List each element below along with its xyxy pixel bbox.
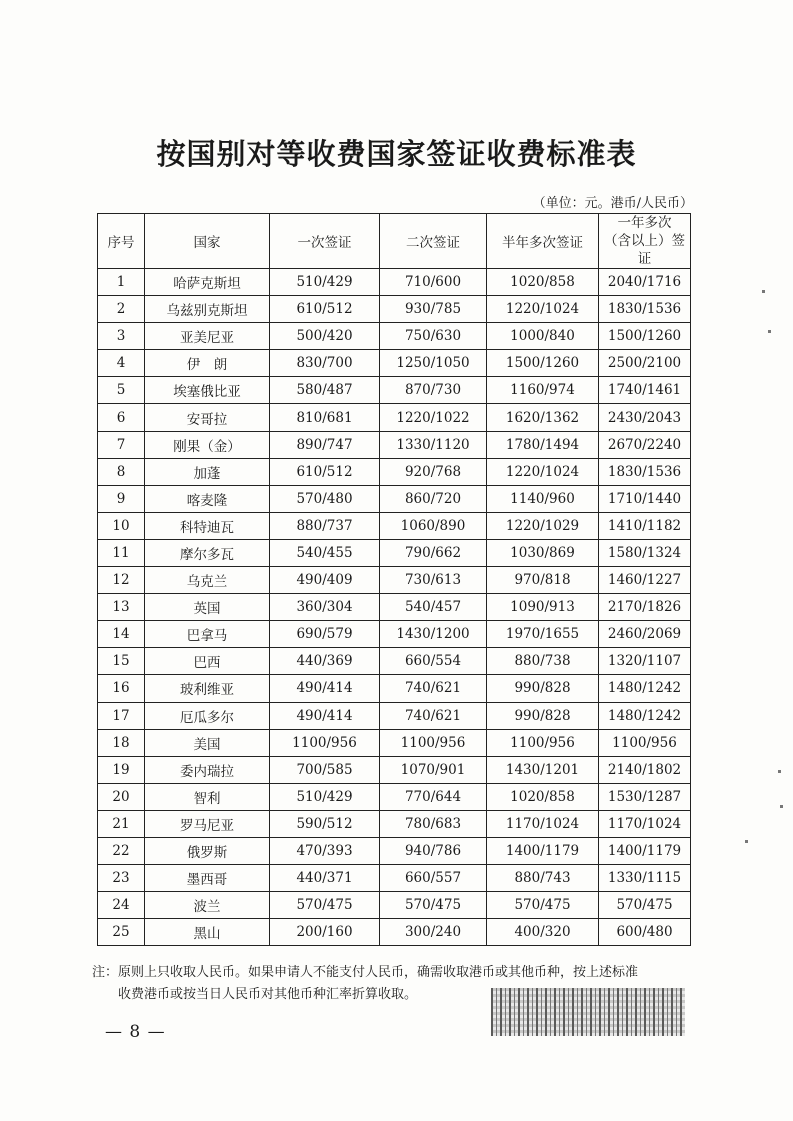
table-row (98, 539, 691, 566)
table-row (98, 621, 691, 648)
cell-country: 乌克兰 (145, 567, 270, 594)
cell-country: 伊 朗 (145, 350, 270, 377)
table-row (98, 404, 691, 431)
cell-half-year-multi: 1220/1024 (487, 458, 599, 485)
cell-half-year-multi: 400/320 (487, 919, 599, 946)
cell-country: 罗马尼亚 (145, 810, 270, 837)
scan-speck (745, 840, 748, 843)
cell-half-year-multi: 1090/913 (487, 594, 599, 621)
cell-one-year-multi: 600/480 (599, 919, 691, 946)
cell-single: 570/480 (270, 485, 380, 512)
table-row (98, 594, 691, 621)
scan-speck (778, 770, 781, 773)
cell-one-year-multi: 1410/1182 (599, 512, 691, 539)
cell-single: 580/487 (270, 377, 380, 404)
table-row (98, 729, 691, 756)
cell-one-year-multi: 2140/1802 (599, 756, 691, 783)
cell-half-year-multi: 1020/858 (487, 269, 599, 296)
cell-one-year-multi: 1400/1179 (599, 837, 691, 864)
cell-country: 俄罗斯 (145, 837, 270, 864)
cell-one-year-multi: 2040/1716 (599, 269, 691, 296)
cell-single: 510/429 (270, 269, 380, 296)
cell-index: 14 (98, 621, 145, 648)
cell-double: 780/683 (380, 810, 487, 837)
cell-double: 540/457 (380, 594, 487, 621)
cell-country: 厄瓜多尔 (145, 702, 270, 729)
cell-half-year-multi: 1220/1024 (487, 296, 599, 323)
cell-index: 6 (98, 404, 145, 431)
scan-speck (762, 290, 765, 293)
cell-double: 790/662 (380, 539, 487, 566)
visa-fee-table (97, 213, 691, 946)
table-row (98, 865, 691, 892)
cell-index: 24 (98, 892, 145, 919)
header-country: 国家 (145, 214, 270, 269)
cell-country: 埃塞俄比亚 (145, 377, 270, 404)
cell-double: 660/554 (380, 648, 487, 675)
cell-half-year-multi: 1500/1260 (487, 350, 599, 377)
cell-index: 9 (98, 485, 145, 512)
cell-one-year-multi: 1170/1024 (599, 810, 691, 837)
cell-double: 1330/1120 (380, 431, 487, 458)
cell-one-year-multi: 2430/2043 (599, 404, 691, 431)
footnote-line1 (92, 962, 692, 984)
cell-country: 乌兹别克斯坦 (145, 296, 270, 323)
cell-single: 200/160 (270, 919, 380, 946)
cell-double: 1430/1200 (380, 621, 487, 648)
cell-half-year-multi: 1020/858 (487, 783, 599, 810)
cell-index: 13 (98, 594, 145, 621)
table-row (98, 837, 691, 864)
cell-half-year-multi: 1000/840 (487, 323, 599, 350)
cell-index: 22 (98, 837, 145, 864)
cell-index: 19 (98, 756, 145, 783)
cell-double: 300/240 (380, 919, 487, 946)
cell-double: 750/630 (380, 323, 487, 350)
cell-index: 18 (98, 729, 145, 756)
cell-country: 安哥拉 (145, 404, 270, 431)
cell-one-year-multi: 1460/1227 (599, 567, 691, 594)
cell-single: 490/414 (270, 702, 380, 729)
cell-index: 10 (98, 512, 145, 539)
cell-one-year-multi: 2170/1826 (599, 594, 691, 621)
cell-country: 英国 (145, 594, 270, 621)
table-row (98, 431, 691, 458)
cell-country: 智利 (145, 783, 270, 810)
table-row (98, 648, 691, 675)
cell-country: 加蓬 (145, 458, 270, 485)
cell-one-year-multi: 1100/956 (599, 729, 691, 756)
cell-single: 440/371 (270, 865, 380, 892)
cell-one-year-multi: 1530/1287 (599, 783, 691, 810)
cell-one-year-multi: 1740/1461 (599, 377, 691, 404)
cell-half-year-multi: 880/743 (487, 865, 599, 892)
cell-half-year-multi: 1170/1024 (487, 810, 599, 837)
table-row (98, 458, 691, 485)
table-header-row (98, 214, 691, 269)
cell-single: 500/420 (270, 323, 380, 350)
cell-index: 20 (98, 783, 145, 810)
cell-one-year-multi: 570/475 (599, 892, 691, 919)
table-row (98, 323, 691, 350)
table-row (98, 783, 691, 810)
table-row (98, 675, 691, 702)
header-single: 一次签证 (270, 214, 380, 269)
cell-half-year-multi: 1220/1029 (487, 512, 599, 539)
cell-single: 590/512 (270, 810, 380, 837)
cell-half-year-multi: 1970/1655 (487, 621, 599, 648)
cell-one-year-multi: 1830/1536 (599, 458, 691, 485)
cell-index: 3 (98, 323, 145, 350)
footnote-line1-text: 原则上只收取人民币。如果申请人不能支付人民币，确需收取港币或其他币种，按上述标准 (118, 965, 639, 980)
cell-country: 委内瑞拉 (145, 756, 270, 783)
table-row (98, 756, 691, 783)
cell-country: 巴拿马 (145, 621, 270, 648)
cell-one-year-multi: 2670/2240 (599, 431, 691, 458)
cell-double: 920/768 (380, 458, 487, 485)
cell-index: 8 (98, 458, 145, 485)
cell-half-year-multi: 1430/1201 (487, 756, 599, 783)
cell-single: 570/475 (270, 892, 380, 919)
cell-double: 930/785 (380, 296, 487, 323)
cell-country: 亚美尼亚 (145, 323, 270, 350)
unit-note: （单位：元。港币/人民币） (532, 196, 693, 211)
cell-double: 740/621 (380, 675, 487, 702)
cell-index: 11 (98, 539, 145, 566)
cell-double: 660/557 (380, 865, 487, 892)
cell-one-year-multi: 1500/1260 (599, 323, 691, 350)
cell-index: 15 (98, 648, 145, 675)
cell-single: 700/585 (270, 756, 380, 783)
cell-single: 880/737 (270, 512, 380, 539)
header-one-year-multi-line2: （含以上）签证 (604, 233, 685, 267)
cell-country: 摩尔多瓦 (145, 539, 270, 566)
cell-single: 1100/956 (270, 729, 380, 756)
table-row (98, 269, 691, 296)
table-row (98, 512, 691, 539)
header-double: 二次签证 (380, 214, 487, 269)
header-one-year-multi-line1: 一年多次 (617, 215, 672, 231)
cell-one-year-multi: 1480/1242 (599, 675, 691, 702)
table-row (98, 296, 691, 323)
cell-double: 870/730 (380, 377, 487, 404)
table-row (98, 702, 691, 729)
scan-speck (768, 330, 771, 333)
cell-half-year-multi: 1780/1494 (487, 431, 599, 458)
cell-half-year-multi: 880/738 (487, 648, 599, 675)
cell-single: 830/700 (270, 350, 380, 377)
page-title: 按国别对等收费国家签证收费标准表 (156, 137, 637, 171)
cell-country: 喀麦隆 (145, 485, 270, 512)
cell-country: 黑山 (145, 919, 270, 946)
cell-single: 440/369 (270, 648, 380, 675)
cell-index: 17 (98, 702, 145, 729)
table-row (98, 377, 691, 404)
table-row (98, 892, 691, 919)
cell-country: 哈萨克斯坦 (145, 269, 270, 296)
cell-double: 940/786 (380, 837, 487, 864)
cell-country: 巴西 (145, 648, 270, 675)
cell-single: 810/681 (270, 404, 380, 431)
cell-double: 1250/1050 (380, 350, 487, 377)
cell-double: 570/475 (380, 892, 487, 919)
cell-half-year-multi: 570/475 (487, 892, 599, 919)
cell-index: 4 (98, 350, 145, 377)
cell-index: 7 (98, 431, 145, 458)
table-row (98, 919, 691, 946)
header-one-year-multi (599, 214, 691, 269)
cell-half-year-multi: 1620/1362 (487, 404, 599, 431)
footnote-prefix: 注： (92, 965, 119, 980)
cell-country: 刚果（金） (145, 431, 270, 458)
cell-index: 23 (98, 865, 145, 892)
table-row (98, 350, 691, 377)
cell-country: 波兰 (145, 892, 270, 919)
cell-one-year-multi: 1480/1242 (599, 702, 691, 729)
cell-half-year-multi: 990/828 (487, 702, 599, 729)
cell-one-year-multi: 1710/1440 (599, 485, 691, 512)
cell-single: 610/512 (270, 458, 380, 485)
table-row (98, 485, 691, 512)
cell-double: 1220/1022 (380, 404, 487, 431)
cell-single: 360/304 (270, 594, 380, 621)
header-index: 序号 (98, 214, 145, 269)
cell-single: 470/393 (270, 837, 380, 864)
cell-double: 1070/901 (380, 756, 487, 783)
cell-country: 玻利维亚 (145, 675, 270, 702)
cell-index: 2 (98, 296, 145, 323)
cell-single: 510/429 (270, 783, 380, 810)
cell-single: 890/747 (270, 431, 380, 458)
cell-one-year-multi: 2460/2069 (599, 621, 691, 648)
cell-double: 710/600 (380, 269, 487, 296)
cell-index: 25 (98, 919, 145, 946)
cell-country: 墨西哥 (145, 865, 270, 892)
table-body (98, 269, 691, 946)
cell-index: 5 (98, 377, 145, 404)
cell-double: 1100/956 (380, 729, 487, 756)
cell-half-year-multi: 1400/1179 (487, 837, 599, 864)
cell-double: 730/613 (380, 567, 487, 594)
cell-half-year-multi: 1100/956 (487, 729, 599, 756)
cell-country: 科特迪瓦 (145, 512, 270, 539)
scan-speck (780, 805, 783, 808)
cell-one-year-multi: 1320/1107 (599, 648, 691, 675)
cell-double: 770/644 (380, 783, 487, 810)
cell-double: 740/621 (380, 702, 487, 729)
cell-half-year-multi: 1140/960 (487, 485, 599, 512)
cell-index: 21 (98, 810, 145, 837)
header-half-year-multi: 半年多次签证 (487, 214, 599, 269)
cell-country: 美国 (145, 729, 270, 756)
cell-single: 490/414 (270, 675, 380, 702)
cell-index: 1 (98, 269, 145, 296)
page-number: — 8 — (105, 1022, 166, 1042)
cell-single: 690/579 (270, 621, 380, 648)
cell-half-year-multi: 1160/974 (487, 377, 599, 404)
cell-single: 540/455 (270, 539, 380, 566)
cell-one-year-multi: 1830/1536 (599, 296, 691, 323)
cell-one-year-multi: 1330/1115 (599, 865, 691, 892)
table-row (98, 810, 691, 837)
footnote-line2: 收费港币或按当日人民币对其他币种汇率折算收取。 (118, 987, 418, 1002)
cell-half-year-multi: 970/818 (487, 567, 599, 594)
cell-one-year-multi: 1580/1324 (599, 539, 691, 566)
cell-index: 16 (98, 675, 145, 702)
cell-half-year-multi: 990/828 (487, 675, 599, 702)
cell-one-year-multi: 2500/2100 (599, 350, 691, 377)
cell-index: 12 (98, 567, 145, 594)
table-row (98, 567, 691, 594)
barcode-image (491, 988, 685, 1036)
cell-double: 1060/890 (380, 512, 487, 539)
cell-single: 610/512 (270, 296, 380, 323)
cell-single: 490/409 (270, 567, 380, 594)
cell-half-year-multi: 1030/869 (487, 539, 599, 566)
cell-double: 860/720 (380, 485, 487, 512)
